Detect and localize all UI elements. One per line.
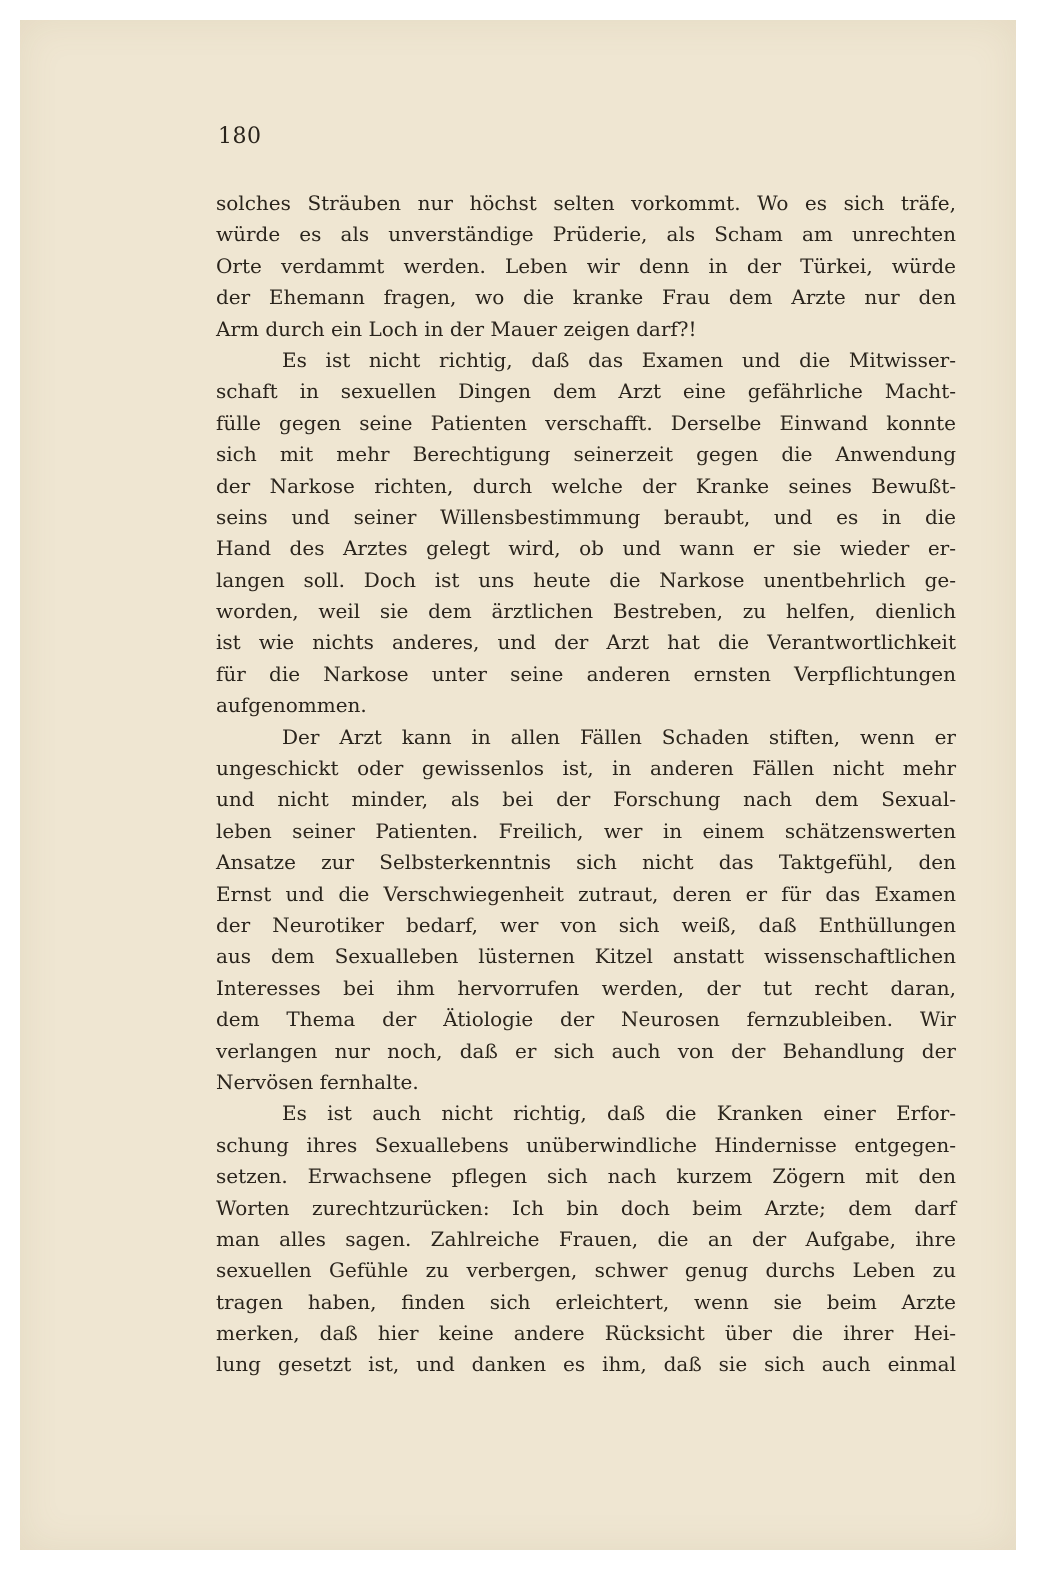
paragraph [216, 1098, 956, 1381]
text-line: aus dem Sexualleben lüsternen Kitzel anstatt wissenschaftlichen [216, 944, 956, 969]
text-line: langen soll. Doch ist uns heute die Narkose unentbehrlich ge- [216, 567, 956, 592]
text-line: Orte verdammt werden. Leben wir denn in der Türkei, würde [216, 253, 956, 278]
book-page [20, 20, 1016, 1550]
text-line: leben seiner Patienten. Freilich, wer in einem schätzenswerten [216, 818, 956, 843]
text-line: Es ist nicht richtig, daß das Examen und die Mitwisser- [282, 347, 956, 372]
paragraph [216, 722, 956, 1099]
text-line: aufgenommen. [216, 693, 367, 718]
text-line: schaft in sexuellen Dingen dem Arzt eine gefährliche Macht- [216, 379, 956, 404]
text-line: tragen haben, finden sich erleichtert, wenn sie beim Arzte [216, 1289, 956, 1314]
text-line: Nervösen fernhalte. [216, 1069, 419, 1094]
text-line: der Narkose richten, durch welche der Kranke seines Bewußt- [216, 473, 956, 498]
text-line: setzen. Erwachsene pflegen sich nach kurzem Zögern mit den [216, 1164, 956, 1189]
text-line: schung ihres Sexuallebens unüberwindliche Hindernisse entgegen- [216, 1132, 956, 1157]
text-line: Ernst und die Verschwiegenheit zutraut, deren er für das Examen [216, 881, 956, 906]
text-line: fülle gegen seine Patienten verschafft. Derselbe Einwand konnte [216, 410, 956, 435]
text-line: Hand des Arztes gelegt wird, ob und wann er sie wieder er- [216, 536, 956, 561]
text-line: verlangen nur noch, daß er sich auch von der Behandlung der [216, 1038, 956, 1063]
text-line: sexuellen Gefühle zu verbergen, schwer genug durchs Leben zu [216, 1258, 956, 1283]
text-line: dem Thema der Ätiologie der Neurosen fernzubleiben. Wir [216, 1007, 956, 1032]
text-line: solches Sträuben nur höchst selten vorkommt. Wo es sich träfe, [216, 191, 956, 215]
text-line: Worten zurechtzurücken: Ich bin doch beim Arzte; dem darf [216, 1195, 956, 1220]
text-line: Es ist auch nicht richtig, daß die Kranken einer Erfor- [282, 1101, 956, 1126]
text-line: Der Arzt kann in allen Fällen Schaden stiften, wenn er [282, 724, 956, 749]
text-line: Interesses bei ihm hervorrufen werden, der tut recht daran, [216, 975, 956, 1000]
text-line: lung gesetzt ist, und danken es ihm, daß sie sich auch einmal [216, 1352, 956, 1377]
body-text [216, 188, 956, 1381]
text-line: Ansatze zur Selbsterkenntnis sich nicht das Taktgefühl, den [216, 850, 956, 875]
text-line: sich mit mehr Berechtigung seinerzeit gegen die Anwendung [216, 442, 956, 467]
text-line: ist wie nichts anderes, und der Arzt hat die Verantwortlichkeit [216, 630, 956, 655]
text-line: man alles sagen. Zahlreiche Frauen, die an der Aufgabe, ihre [216, 1226, 956, 1251]
text-line: der Neurotiker bedarf, wer von sich weiß, daß Enthüllungen [216, 912, 956, 937]
text-line: würde es als unverständige Prüderie, als Scham am unrechten [216, 222, 956, 247]
page-number: 180 [218, 124, 262, 149]
text-line: merken, daß hier keine andere Rücksicht über die ihrer Hei- [216, 1321, 956, 1346]
text-line: für die Narkose unter seine anderen ernsten Verpflichtungen [216, 661, 956, 686]
text-line: Arm durch ein Loch in der Mauer zeigen darf?! [216, 316, 697, 341]
paragraph [216, 345, 956, 722]
paragraph [216, 188, 956, 345]
text-line: und nicht minder, als bei der Forschung nach dem Sexual- [216, 787, 956, 812]
text-line: worden, weil sie dem ärztlichen Bestreben, zu helfen, dienlich [216, 599, 956, 624]
text-line: der Ehemann fragen, wo die kranke Frau dem Arzte nur den [216, 285, 956, 310]
text-line: seins und seiner Willensbestimmung beraubt, und es in die [216, 504, 956, 529]
text-line: ungeschickt oder gewissenlos ist, in anderen Fällen nicht mehr [216, 756, 956, 781]
